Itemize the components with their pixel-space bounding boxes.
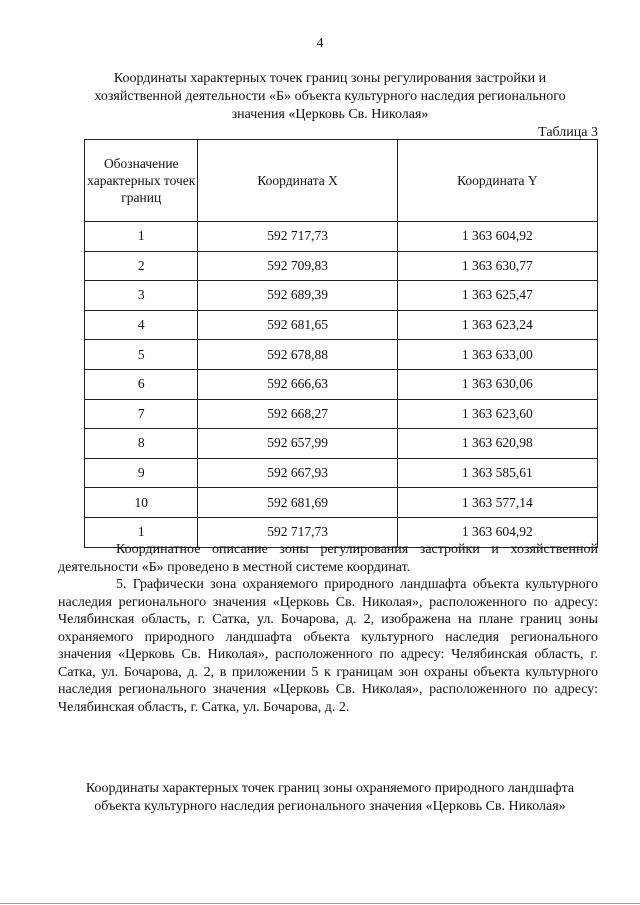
cell-point: 1 (85, 517, 198, 547)
table-row (85, 281, 598, 311)
cell-x: 592 709,83 (198, 251, 397, 281)
next-table-heading: Координаты характерных точек границ зоны охраняемого природного ландшафта объекта культурного наследия регионального значения «Церковь Св. Николая» (85, 781, 575, 814)
cell-point: 10 (85, 488, 198, 518)
cell-x: 592 717,73 (198, 222, 397, 252)
cell-point: 3 (85, 281, 198, 311)
table-row (85, 251, 598, 281)
table-row (85, 399, 598, 429)
table-row (85, 429, 598, 459)
table-row (85, 488, 598, 518)
cell-x: 592 668,27 (198, 399, 397, 429)
cell-y: 1 363 630,77 (397, 251, 597, 281)
cell-y: 1 363 585,61 (397, 458, 597, 488)
table-header-row (85, 140, 598, 222)
header-coordinate-y: Координата Y (397, 140, 597, 222)
cell-y: 1 363 623,24 (397, 310, 597, 340)
cell-point: 1 (85, 222, 198, 252)
cell-x: 592 666,63 (198, 369, 397, 399)
cell-x: 592 689,39 (198, 281, 397, 311)
cell-y: 1 363 620,98 (397, 429, 597, 459)
cell-y: 1 363 604,92 (397, 222, 597, 252)
table-row (85, 369, 598, 399)
table-row (85, 222, 598, 252)
cell-y: 1 363 633,00 (397, 340, 597, 370)
page-bottom-edge (0, 903, 640, 904)
cell-point: 9 (85, 458, 198, 488)
page-number: 4 (316, 36, 324, 51)
cell-x: 592 681,69 (198, 488, 397, 518)
cell-point: 2 (85, 251, 198, 281)
cell-point: 8 (85, 429, 198, 459)
cell-y: 1 363 623,60 (397, 399, 597, 429)
table-row (85, 458, 598, 488)
cell-y: 1 363 604,92 (397, 517, 597, 547)
table-body (85, 222, 598, 548)
coordinates-table (84, 139, 598, 548)
cell-point: 7 (85, 399, 198, 429)
cell-x: 592 717,73 (198, 517, 397, 547)
table-row (85, 310, 598, 340)
cell-x: 592 678,88 (198, 340, 397, 370)
table-row (85, 340, 598, 370)
cell-point: 4 (85, 310, 198, 340)
cell-x: 592 657,99 (198, 429, 397, 459)
cell-y: 1 363 577,14 (397, 488, 597, 518)
cell-y: 1 363 630,06 (397, 369, 597, 399)
table-3-heading: Координаты характерных точек границ зоны регулирования застройки и хозяйственной деятельности «Б» объекта культурного наследия регионального значения «Церковь Св. Николая» (94, 71, 566, 122)
coordinate-system-note: Координатное описание зоны регулирования застройки и хозяйственной деятельности «Б» проведено в местной системе координат. (58, 542, 598, 575)
item-5-paragraph: 5. Графически зона охраняемого природного ландшафта объекта культурного наследия регионального значения «Церковь Св. Николая», расположенного по адресу: Челябинская область, г. Сатка, ул. Бочарова, д. 2, изображена на плане границ зоны охраняемого природного ландшафта объекта культурного наследия регионального значения «Церковь Св. Николая», расположенного по адресу: Челябинская область, г. Сатка, ул. Бочарова, д. 2, в приложении 5 к границам зон охраны объекта культурного наследия регионального значения «Церковь Св. Николая», расположенного по адресу: Челябинская область, г. Сатка, ул. Бочарова, д. 2. (58, 577, 598, 715)
cell-x: 592 681,65 (198, 310, 397, 340)
cell-point: 6 (85, 369, 198, 399)
cell-y: 1 363 625,47 (397, 281, 597, 311)
cell-x: 592 667,93 (198, 458, 397, 488)
header-point-designation: Обозначение характерных точек границ (85, 140, 198, 222)
table-label: Таблица 3 (538, 125, 598, 140)
header-coordinate-x: Координата X (198, 140, 397, 222)
cell-point: 5 (85, 340, 198, 370)
